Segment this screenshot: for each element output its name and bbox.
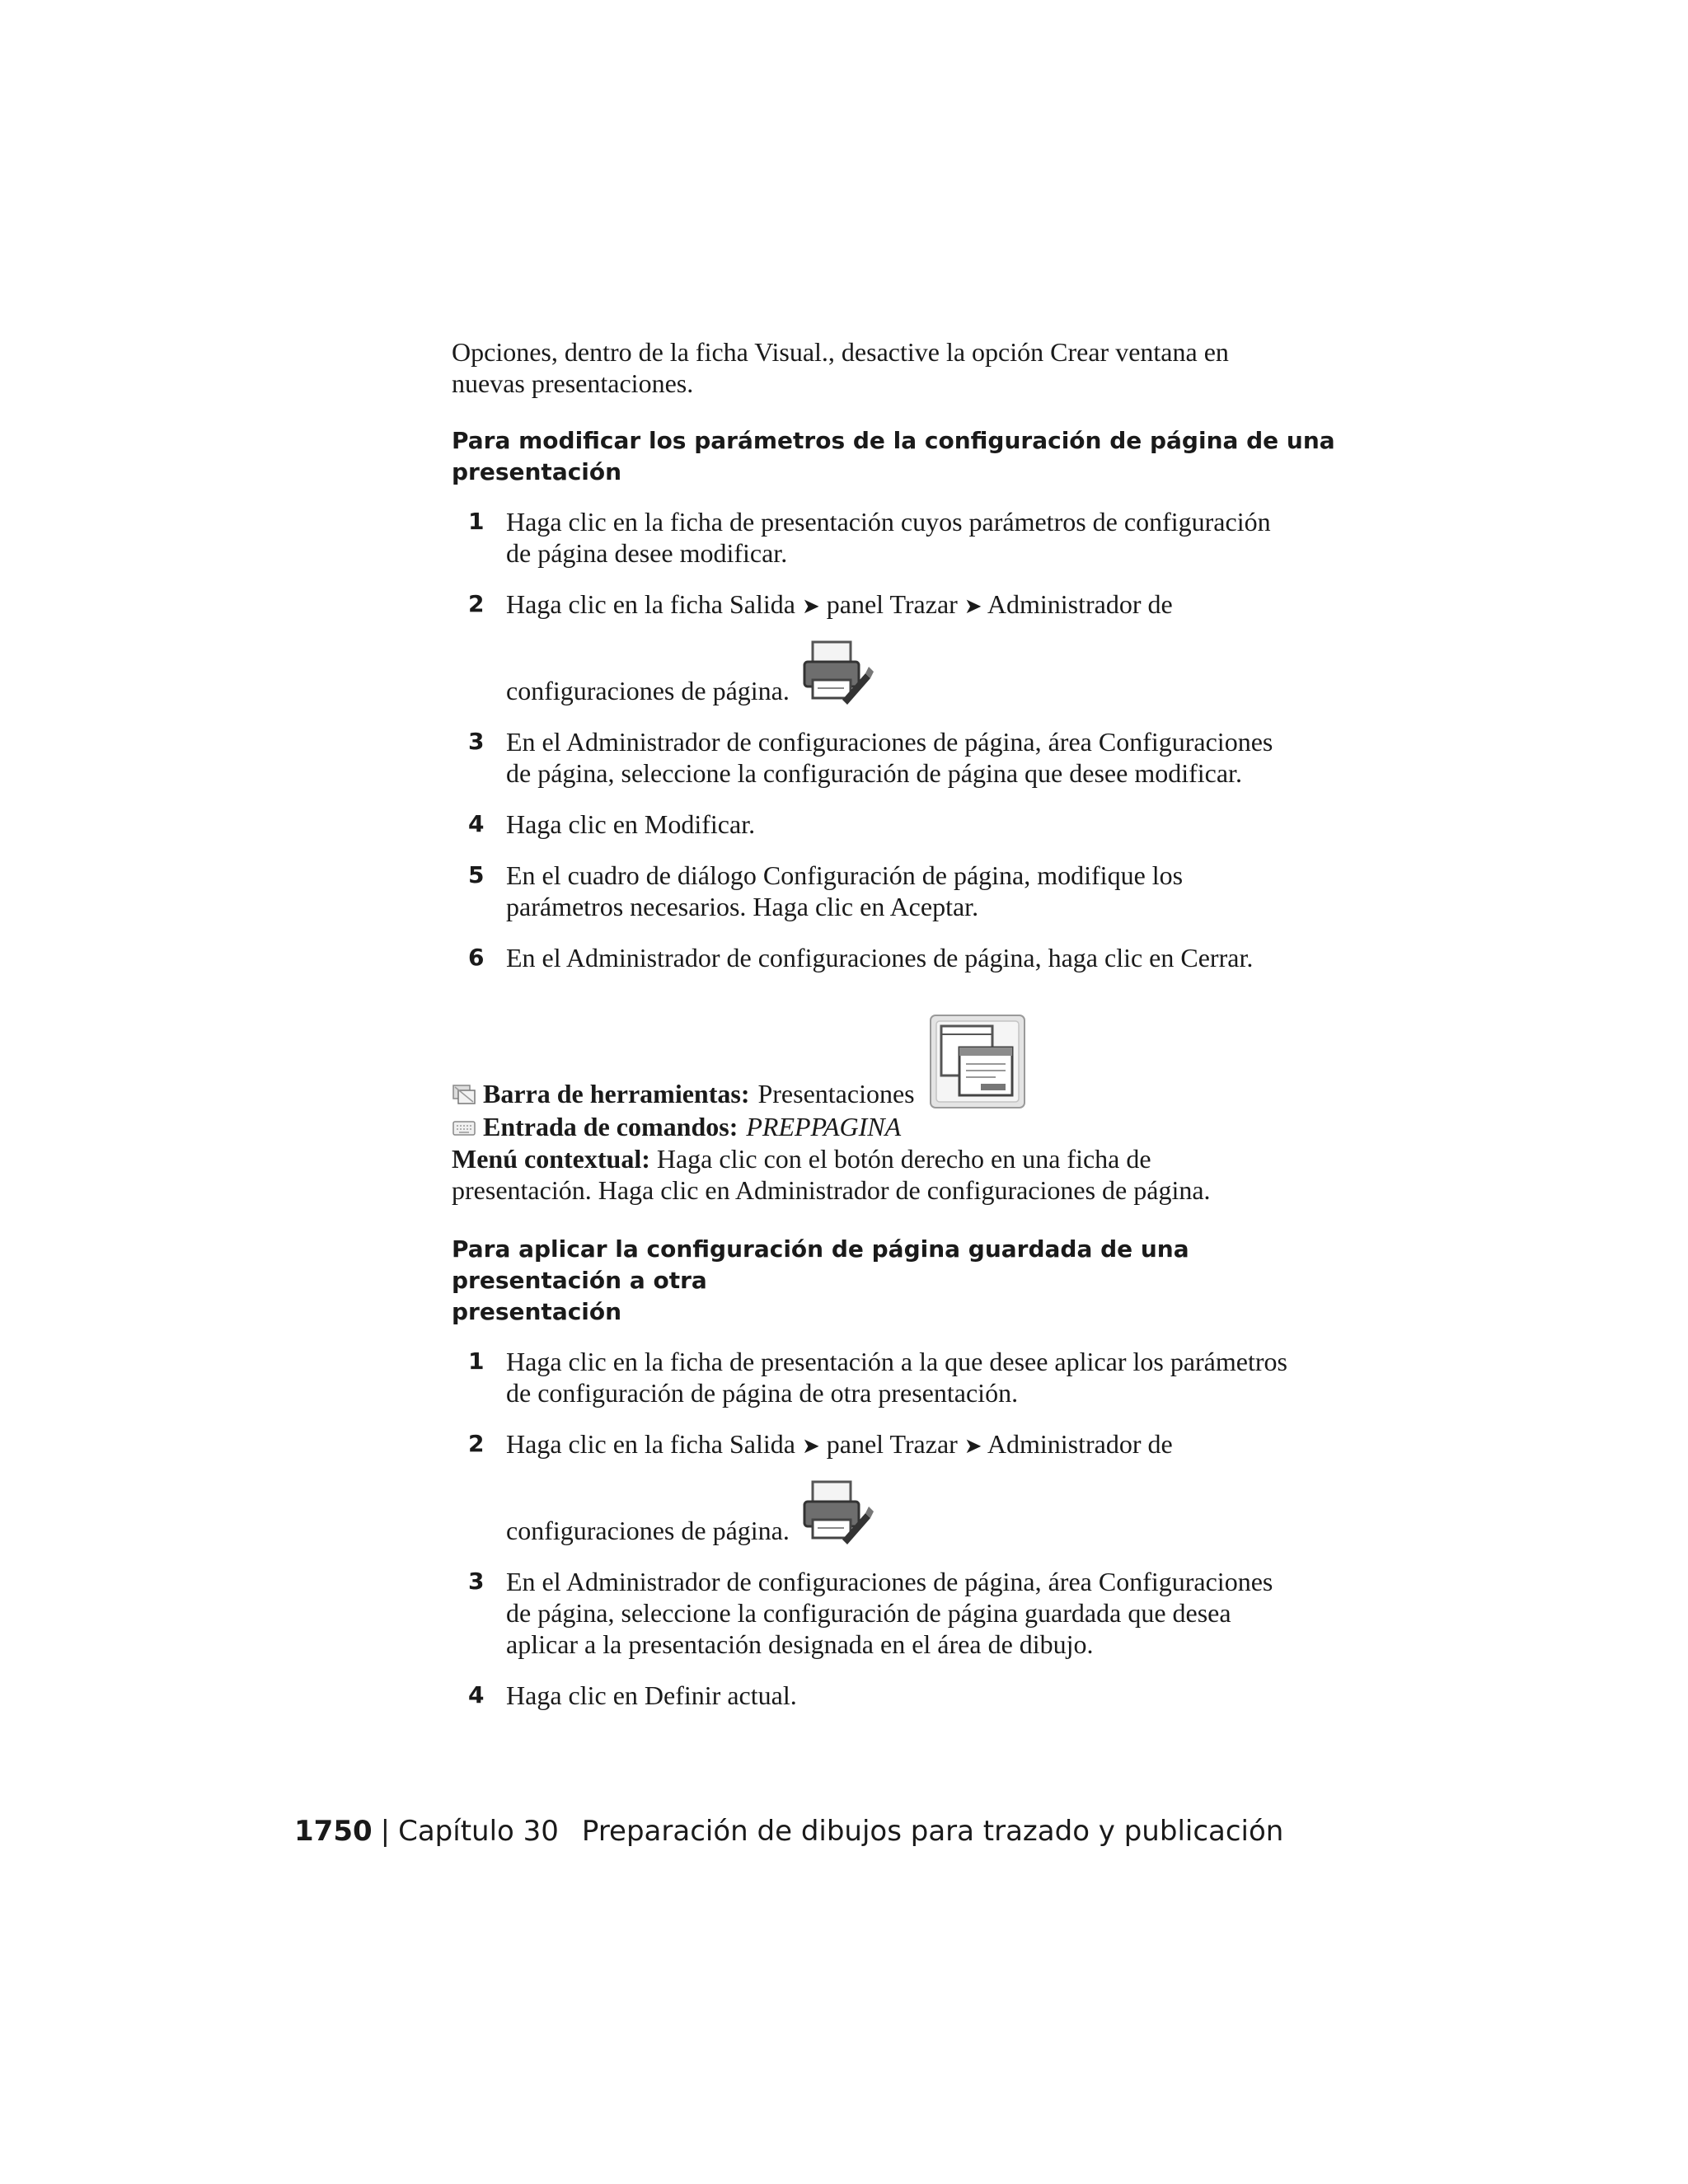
context-menu-paragraph [452, 1143, 1342, 1206]
step-item [452, 1428, 1342, 1546]
step-number: 3 [468, 728, 485, 755]
access-methods [452, 1015, 1342, 1206]
step-number: 2 [468, 590, 485, 617]
page-footer [294, 1815, 1283, 1848]
footer-separator: | [380, 1815, 391, 1848]
command-label: Entrada de comandos: [483, 1112, 738, 1141]
step-text: Administrador de [987, 1429, 1173, 1459]
keyboard-icon [452, 1117, 476, 1138]
step-text: Haga clic en la ficha Salida [506, 589, 795, 619]
step-item [452, 1566, 1342, 1660]
step-number: 1 [468, 508, 485, 535]
step-text: Haga clic en Modificar. [506, 809, 756, 839]
step-number: 5 [468, 861, 485, 888]
breadcrumb-arrow-icon: ➤ [801, 594, 820, 619]
step-number: 6 [468, 944, 485, 971]
context-menu-text: presentación. Haga clic en Administrador de configuraciones de página. [452, 1175, 1211, 1205]
section-2-heading [452, 1234, 1342, 1328]
intro-line-1: Opciones, dentro de la ficha Visual., desactive la opción Crear ventana en [452, 337, 1229, 367]
command-access-line [452, 1110, 1342, 1143]
section-1-heading [452, 425, 1342, 488]
step-number: 4 [468, 810, 485, 837]
step-number: 4 [468, 1681, 485, 1708]
step-text: panel Trazar [826, 589, 958, 619]
chapter-title: Preparación de dibujos para trazado y publicación [581, 1815, 1284, 1848]
step-number: 3 [468, 1568, 485, 1595]
step-text: aplicar a la presentación designada en el área de dibujo. [506, 1629, 1094, 1659]
section-1-heading-line-2: presentación [452, 458, 622, 485]
step-number: 2 [468, 1430, 485, 1457]
toolbar-value: Presentaciones [757, 1079, 915, 1108]
step-text: configuraciones de página. [506, 1516, 790, 1545]
step-text: de página desee modificar. [506, 538, 788, 568]
breadcrumb-arrow-icon: ➤ [964, 1434, 982, 1459]
step-line [506, 1477, 1342, 1546]
breadcrumb-arrow-icon: ➤ [801, 1434, 820, 1459]
step-text: Haga clic en Definir actual. [506, 1680, 797, 1710]
step-text: Administrador de [987, 589, 1173, 619]
step-text: de página, seleccione la configuración de página guardada que desea [506, 1598, 1231, 1628]
step-item [452, 726, 1342, 789]
step-item [452, 942, 1342, 973]
step-text: de página, seleccione la configuración de página que desee modificar. [506, 758, 1242, 788]
layouts-toolbar-icon [930, 1015, 1025, 1108]
section-1-heading-line-1: Para modificar los parámetros de la configuración de página de una [452, 427, 1335, 454]
breadcrumb-arrow-icon: ➤ [964, 594, 982, 619]
step-line [506, 1428, 1342, 1462]
section-1-steps [452, 506, 1342, 973]
context-menu-text: Haga clic con el botón derecho en una ficha de [656, 1144, 1151, 1174]
step-text: En el Administrador de configuraciones de página, área Configuraciones [506, 727, 1273, 757]
context-menu-label: Menú contextual: [452, 1144, 650, 1174]
step-text: parámetros necesarios. Haga clic en Aceptar. [506, 892, 979, 921]
step-line [506, 588, 1342, 622]
page-setup-manager-icon [799, 637, 874, 706]
step-item [452, 588, 1342, 706]
step-item [452, 1680, 1342, 1711]
step-text: En el Administrador de configuraciones de página, área Configuraciones [506, 1567, 1273, 1596]
section-2-steps [452, 1346, 1342, 1711]
toolbar-icon [452, 1084, 476, 1105]
toolbar-label: Barra de herramientas: [483, 1079, 750, 1108]
chapter-label: Capítulo 30 [398, 1815, 559, 1848]
command-value: PREPPAGINA [746, 1112, 902, 1141]
intro-line-2: nuevas presentaciones. [452, 368, 694, 398]
step-item [452, 860, 1342, 922]
step-text: Haga clic en la ficha de presentación cuyos parámetros de configuración [506, 507, 1271, 537]
section-2-heading-line-1: Para aplicar la configuración de página guardada de una presentación a otra [452, 1235, 1189, 1294]
step-item [452, 506, 1342, 569]
step-text: configuraciones de página. [506, 676, 790, 705]
step-item [452, 808, 1342, 840]
intro-paragraph [452, 336, 1342, 399]
toolbar-access-line [452, 1015, 1342, 1110]
page-setup-manager-icon [799, 1477, 874, 1546]
step-text: Haga clic en la ficha de presentación a la que desee aplicar los parámetros [506, 1347, 1287, 1376]
step-number: 1 [468, 1347, 485, 1375]
step-item [452, 1346, 1342, 1408]
step-text: Haga clic en la ficha Salida [506, 1429, 795, 1459]
page-content [452, 336, 1342, 1731]
step-text: de configuración de página de otra presentación. [506, 1378, 1019, 1408]
step-text: En el Administrador de configuraciones de página, haga clic en Cerrar. [506, 943, 1254, 972]
step-text: panel Trazar [826, 1429, 958, 1459]
step-text: En el cuadro de diálogo Configuración de página, modifique los [506, 860, 1184, 890]
page-number: 1750 [294, 1815, 373, 1848]
step-line [506, 637, 1342, 706]
section-2-heading-line-2: presentación [452, 1298, 622, 1325]
